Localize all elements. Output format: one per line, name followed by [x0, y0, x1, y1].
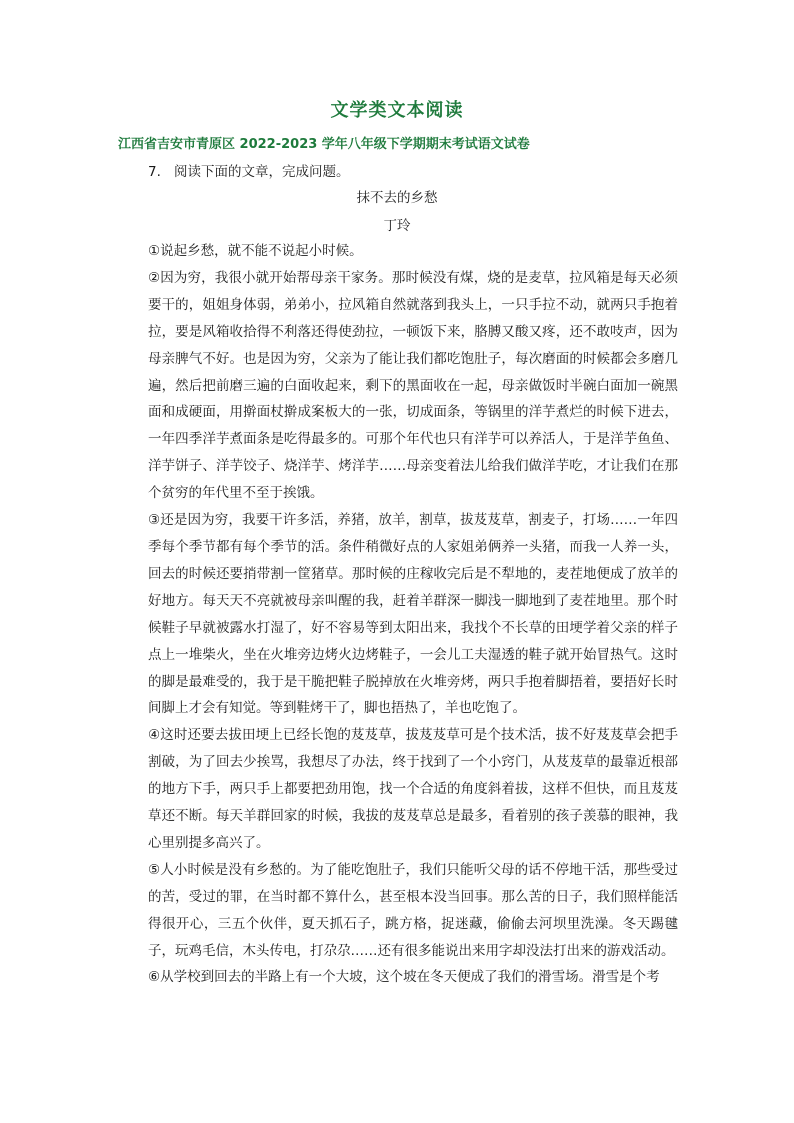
article-paragraph: ①说起乡愁，就不能不说起小时候。 — [148, 243, 363, 259]
article-paragraph: ⑤人小时候是没有乡愁的。为了能吃饱肚子，我们只能听父母的话不停地干活，那些受过的苦，受过的罪，在当时都不算什么，甚至根本没当回事。那么苦的日子，我们照样能活得很开心，三五个伙伴，夏天抓石子，跳方格，捉迷藏，偷偷去河坝里洗澡。冬天踢毽子，玩鸡毛信，木头传电，打尕尕……还有很多能说出来用字却没法打出来的游戏活动。 — [148, 861, 678, 959]
article-paragraph: ②因为穷，我很小就开始帮母亲干家务。那时候没有煤，烧的是麦草，拉风箱是每天必须要干的，姐姐身体弱，弟弟小，拉风箱自然就落到我头上，一只手拉不动，就两只手抱着拉，要是风箱收拾得不利落还得使劲拉，一顿饭下来，胳膊又酸又疼，还不敢吱声，因为母亲脾气不好。也是因为穷，父亲为了能让我们都吃饱肚子，每次磨面的时候都会多磨几遍，然后把前磨三遍的白面收起来，剩下的黑面收在一起，母亲做饭时半碗白面加一碗黑面和成硬面，用擀面杖擀成案板大的一张，切成面条，等锅里的洋芋煮烂的时候下进去，一年四季洋芋煮面条是吃得最多的。可那个年代也只有洋芋可以养活人，于是洋芋鱼鱼、洋芋饼子、洋芋饺子、烧洋芋、烤洋芋……母亲变着法儿给我们做洋芋吃，才让我们在那个贫穷的年代里不至于挨饿。 — [148, 269, 678, 502]
article-paragraph: ④这时还要去拔田埂上已经长饱的芨芨草，拔芨芨草可是个技术活，拔不好芨芨草会把手割破，为了回去少挨骂，我想尽了办法，终于找到了一个小窍门，从芨芨草的最靠近根部的地方下手，两只手上都要把劲用饱，找一个合适的角度斜着拔，这样不但快，而且芨芨草还不断。每天羊群回家的时候，我拔的芨芨草总是最多，看着别的孩子羡慕的眼神，我心里别提多高兴了。 — [148, 727, 678, 851]
exam-source-subtitle: 江西省吉安市青原区 2022-2023 学年八年级下学期期末考试语文试卷 — [118, 137, 530, 152]
question-prompt — [148, 160, 350, 180]
article-paragraph: ③还是因为穷，我要干许多活，养猪，放羊，割草，拔芨芨草，割麦子，打场……一年四季每个季节都有每个季节的活。条件稍微好点的人家姐弟俩养一头猪，而我一人养一头，回去的时候还要捎带割一筐猪草。那时候的庄稼收完后是不犁地的，麦茬地便成了放羊的好地方。每天天不亮就被母亲叫醒的我，赶着羊群深一脚浅一脚地到了麦茬地里。那个时候鞋子早就被露水打湿了，好不容易等到太阳出来，我找个不长草的田埂学着父亲的样子点上一堆柴火，坐在火堆旁边烤火边烤鞋子，一会儿工夫湿透的鞋子就开始冒热气。这时的脚是最难受的，我于是干脆把鞋子脱掉放在火堆旁烤，两只手抱着脚捂着，要捂好长时间脚上才会有知觉。等到鞋烤干了，脚也捂热了，羊也吃饱了。 — [148, 512, 678, 717]
article-title: 抹不去的乡愁 — [356, 190, 438, 206]
article-paragraph: ⑥从学校到回去的半路上有一个大坡，这个坡在冬天便成了我们的滑雪场。滑雪是个考 — [148, 969, 660, 986]
question-number: 7. — [148, 164, 161, 180]
article-author: 丁玲 — [383, 218, 411, 234]
article-body — [148, 238, 678, 991]
page-title: 文学类文本阅读 — [330, 100, 464, 121]
question-text: 阅读下面的文章，完成问题。 — [174, 164, 350, 180]
